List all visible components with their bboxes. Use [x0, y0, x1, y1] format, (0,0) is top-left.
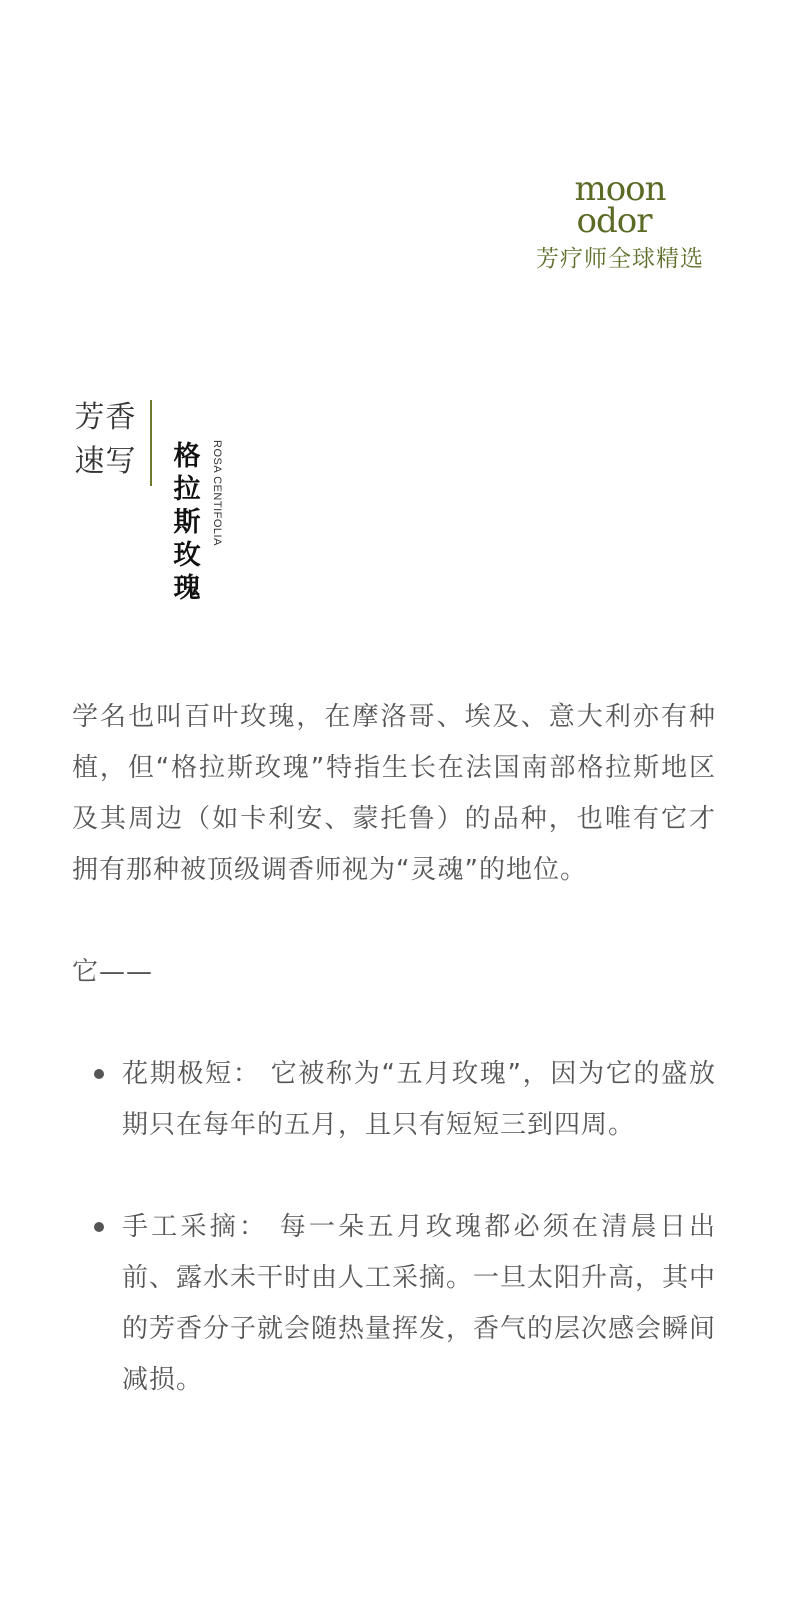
feature-list	[72, 1049, 716, 1406]
article-latin-name: ROSA CENTIFOLIA	[211, 440, 223, 546]
series-char: 速	[74, 444, 105, 479]
article-title: 格拉斯玫瑰	[173, 441, 201, 604]
list-item	[72, 1202, 716, 1406]
bullet-dot-icon	[94, 1222, 104, 1232]
list-item-text: 它被称为“五月玫瑰”，因为它的盛放期只在每年的五月，且只有短短三到四周。	[122, 1059, 716, 1140]
intro-paragraph: 学名也叫百叶玫瑰，在摩洛哥、埃及、意大利亦有种植，但“格拉斯玫瑰”特指生长在法国南部格拉斯地区及其周边（如卡利安、蒙托鲁）的品种，也唯有它才拥有那种被顶级调香师视为“灵魂”的地位。	[72, 702, 716, 885]
logo-line-1: moon	[574, 176, 666, 209]
lead-line: 它——	[72, 957, 154, 987]
series-mark	[74, 398, 136, 488]
list-item-term: 花期极短：	[122, 1059, 261, 1089]
list-item	[72, 1049, 716, 1151]
moon-odor-logo	[540, 176, 700, 238]
brand-block	[520, 176, 720, 273]
list-item-term: 手工采摘：	[122, 1212, 269, 1242]
list-item-text: 每一朵五月玫瑰都必须在清晨日出前、露水未干时由人工采摘。一旦太阳升高，其中的芳香分子就会随热量挥发，香气的层次感会瞬间减损。	[122, 1212, 717, 1395]
brand-tagline: 芳疗师全球精选	[536, 246, 704, 272]
series-char: 写	[105, 444, 136, 479]
bullet-dot-icon	[94, 1069, 104, 1079]
logo-line-2: odor	[576, 201, 652, 238]
series-char: 香	[105, 400, 136, 435]
series-char: 芳	[74, 400, 105, 435]
header-divider	[150, 400, 152, 486]
article-body	[72, 692, 716, 1457]
